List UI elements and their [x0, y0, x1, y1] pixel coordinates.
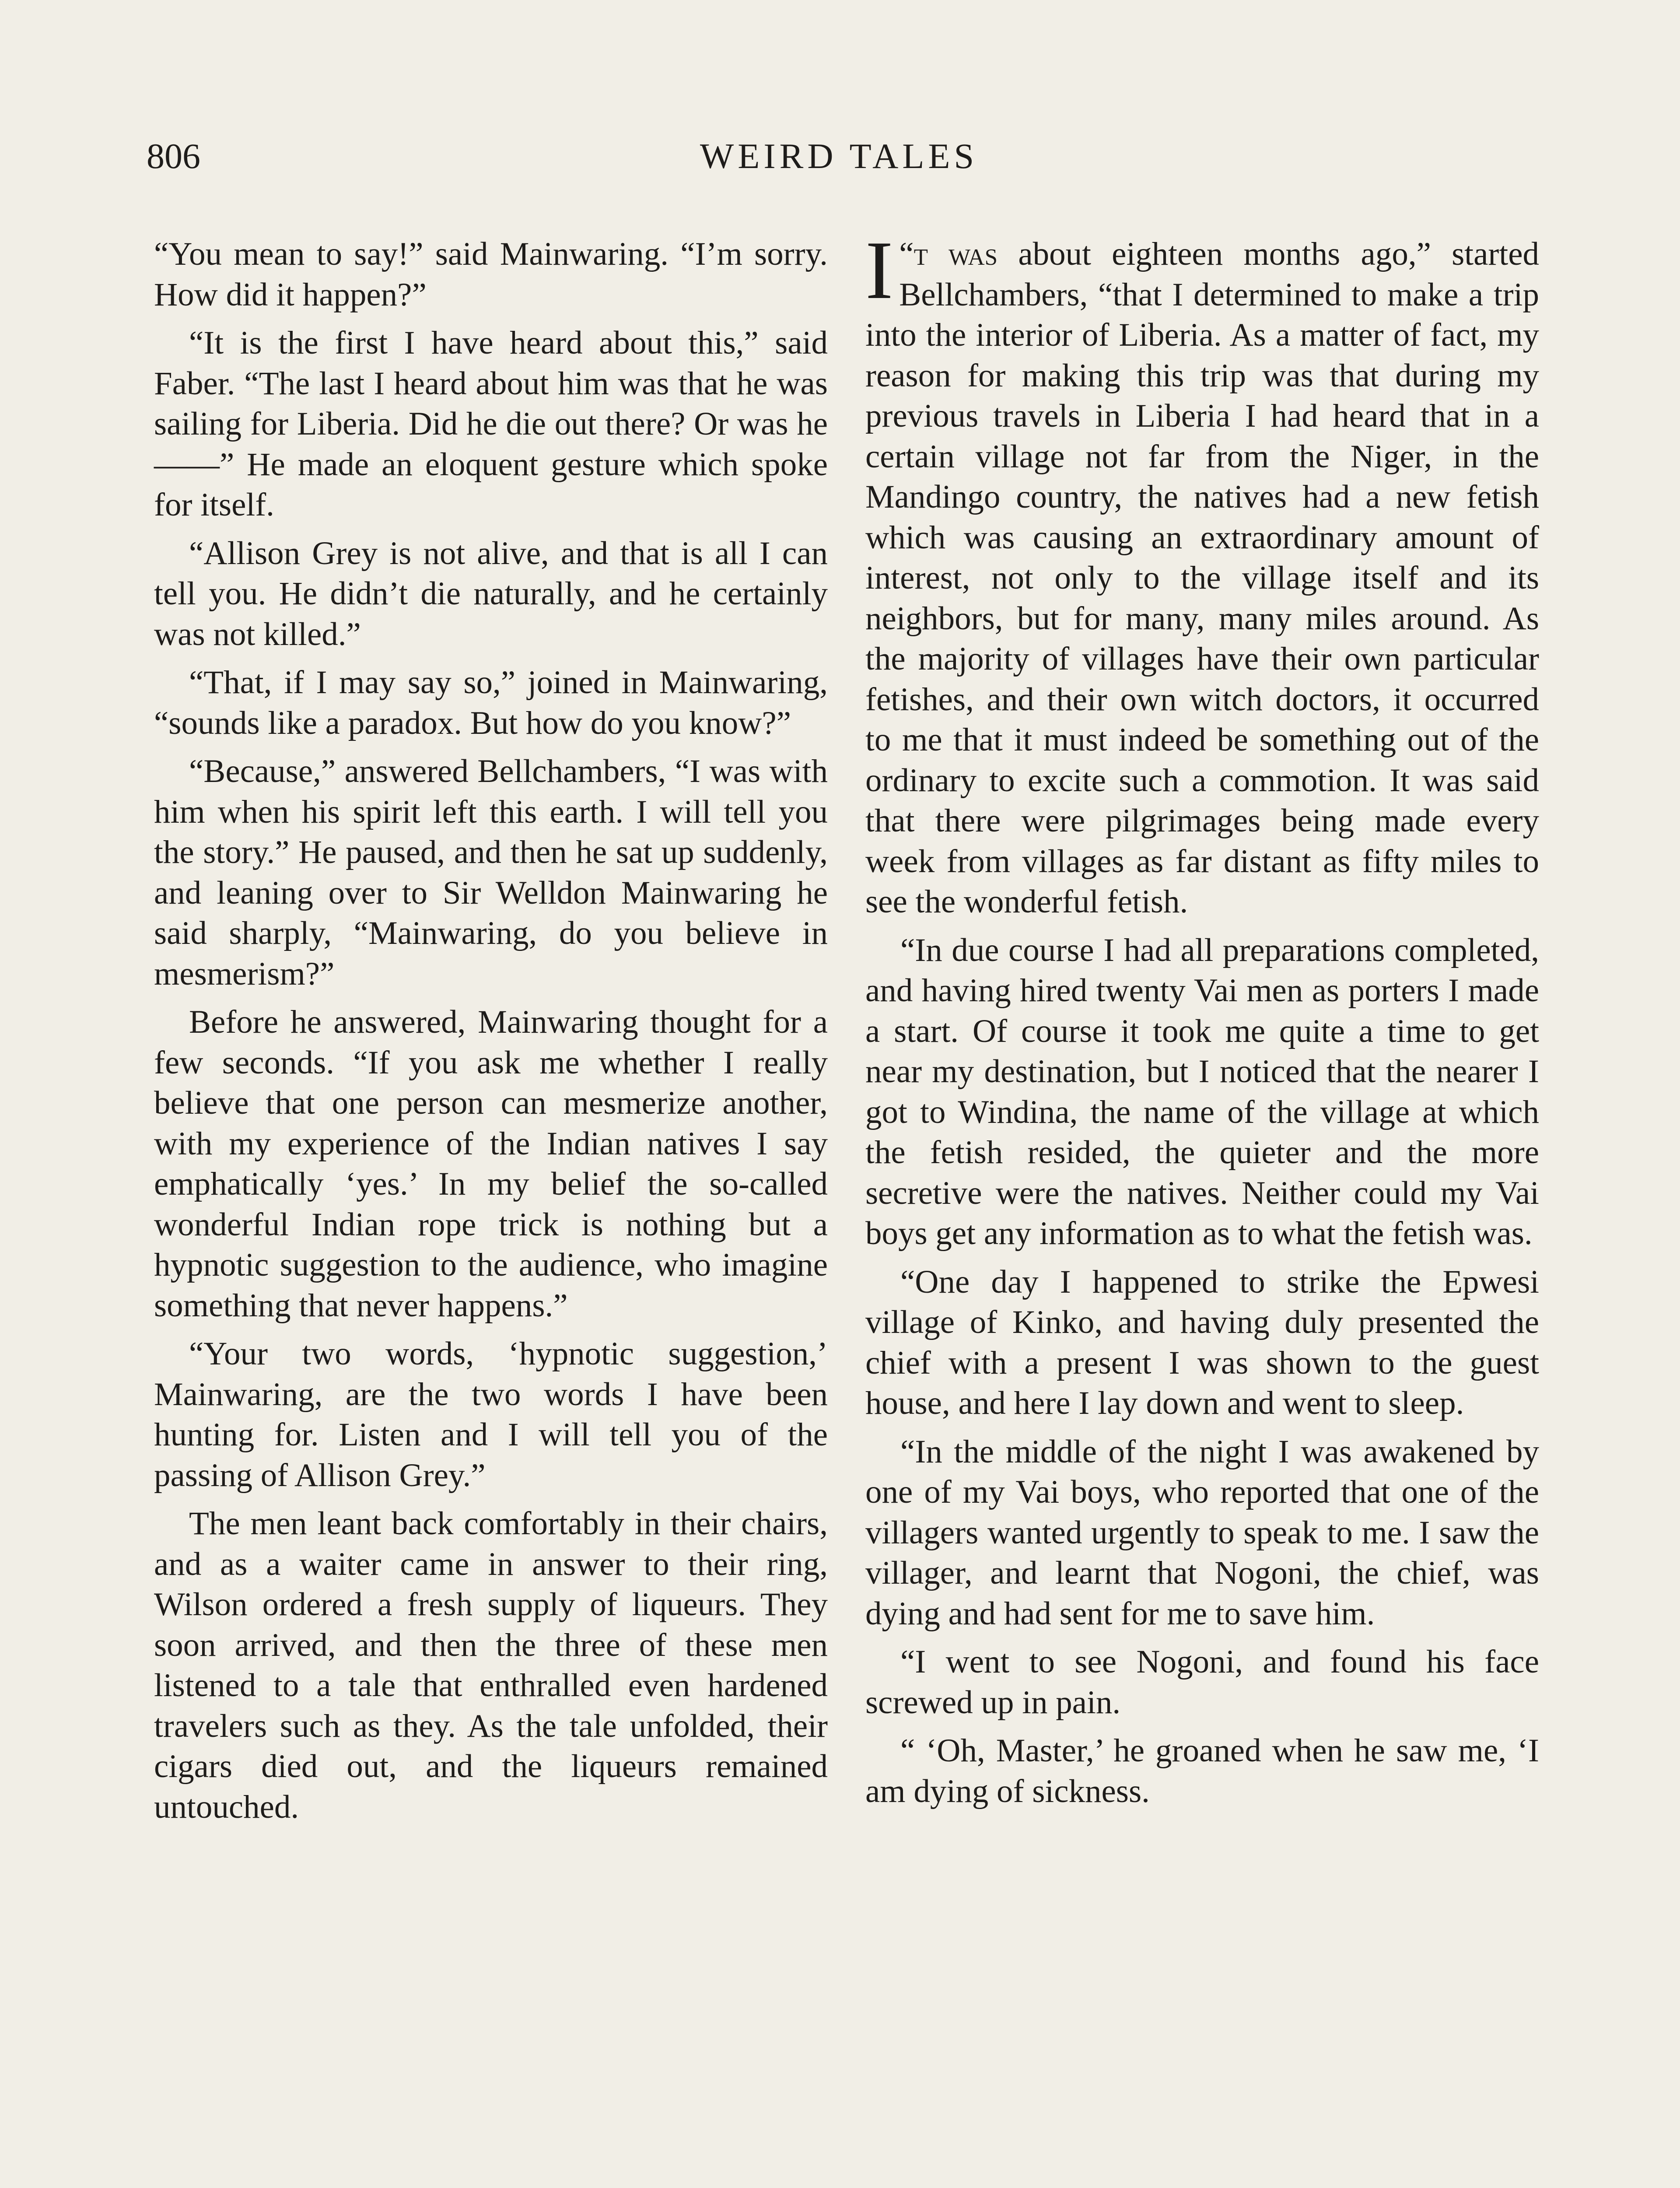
opening-text: about eighteen months ago,” started Bellchambers, “that I determined to make a trip into the interior of Liberia. As a matter of fact, my reason for making this trip was that during my previous travels in Liberia I had heard that in a certain village not far from the Niger, in the Mandingo country, the natives had a new fetish which was causing an extraordinary amount of interest, not only to the village itself and its neighbors, but for many, many miles around. As the majority of villages have their own particular fetishes, and their own witch doctors, it occurred to me that it must indeed be something out of the ordinary to excite such a commotion. It was said that there were pilgrimages being made every week from villages as far distant as fifty miles to see the wonderful fetish. [865, 236, 1539, 920]
page-number: 806 [147, 136, 200, 176]
page-header [147, 136, 1531, 188]
drop-cap: I [865, 224, 893, 316]
running-title: WEIRD TALES [700, 136, 978, 176]
paragraph: “I went to see Nogoni, and found his face screwed up in pain. [865, 1644, 1539, 1721]
paragraph: “One day I happened to strike the Epwesi village of Kinko, and having duly presented the chief with a present I was shown to the guest house, and here I lay down and went to sleep. [865, 1263, 1539, 1421]
paragraph: “ ‘Oh, Master,’ he groaned when he saw me, ‘I am dying of sickness. [865, 1732, 1539, 1809]
paragraph: “You mean to say!” said Mainwaring. “I’m sorry. How did it happen?” [154, 236, 828, 313]
opening-small-caps: t was [914, 236, 998, 272]
paragraph: “It is the first I have heard about this,” said Faber. “The last I heard about him was that he was sailing for Liberia. Did he die out there? Or was he——” He made an eloquent gesture which spoke for itself. [154, 325, 828, 523]
left-column [154, 234, 828, 1835]
right-column [865, 224, 1539, 1820]
opening-quote: “ [899, 236, 914, 272]
paragraph: Before he answered, Mainwaring thought for a few seconds. “If you ask me whether I really believe that one person can mesmerize another, with my experience of the Indian natives I say emphatically ‘yes.’ In my belief the so-called wonderful Indian rope trick is nothing but a hypnotic suggestion to the audience, who imagine something that never happens.” [154, 1004, 828, 1324]
paragraph: “Because,” answered Bellchambers, “I was with him when his spirit left this earth. I will tell you the story.” He paused, and then he sat up suddenly, and leaning over to Sir Welldon Mainwaring he said sharply, “Mainwaring, do you believe in mesmerism?” [154, 753, 828, 992]
opening-paragraph [865, 224, 1539, 922]
paragraph: The men leant back comfortably in their chairs, and as a waiter came in answer to their ring, Wilson ordered a fresh supply of liqueurs. They soon arrived, and then the three of these men listened to a tale that enthralled even hardened travelers such as they. As the tale unfolded, their cigars died out, and the liqueurs remained untouched. [154, 1505, 828, 1825]
paragraph: “In due course I had all preparations completed, and having hired twenty Vai men as porters I made a start. Of course it took me quite a time to get near my destination, but I noticed that the nearer I got to Windina, the name of the village at which the fetish resided, the quieter and the more secretive were the natives. Neither could my Vai boys get any information as to what the fetish was. [865, 932, 1539, 1252]
paragraph: “That, if I may say so,” joined in Mainwaring, “sounds like a paradox. But how do you know?” [154, 664, 828, 741]
paragraph: “In the middle of the night I was awakened by one of my Vai boys, who reported that one of the villagers wanted urgently to speak to me. I saw the villager, and learnt that Nogoni, the chief, was dying and had sent for me to save him. [865, 1433, 1539, 1632]
paragraph: “Your two words, ‘hypnotic suggestion,’ Mainwaring, are the two words I have been hunting for. Listen and I will tell you of the passing of Allison Grey.” [154, 1336, 828, 1494]
paragraph: “Allison Grey is not alive, and that is all I can tell you. He didn’t die naturally, and he certainly was not killed.” [154, 535, 828, 652]
